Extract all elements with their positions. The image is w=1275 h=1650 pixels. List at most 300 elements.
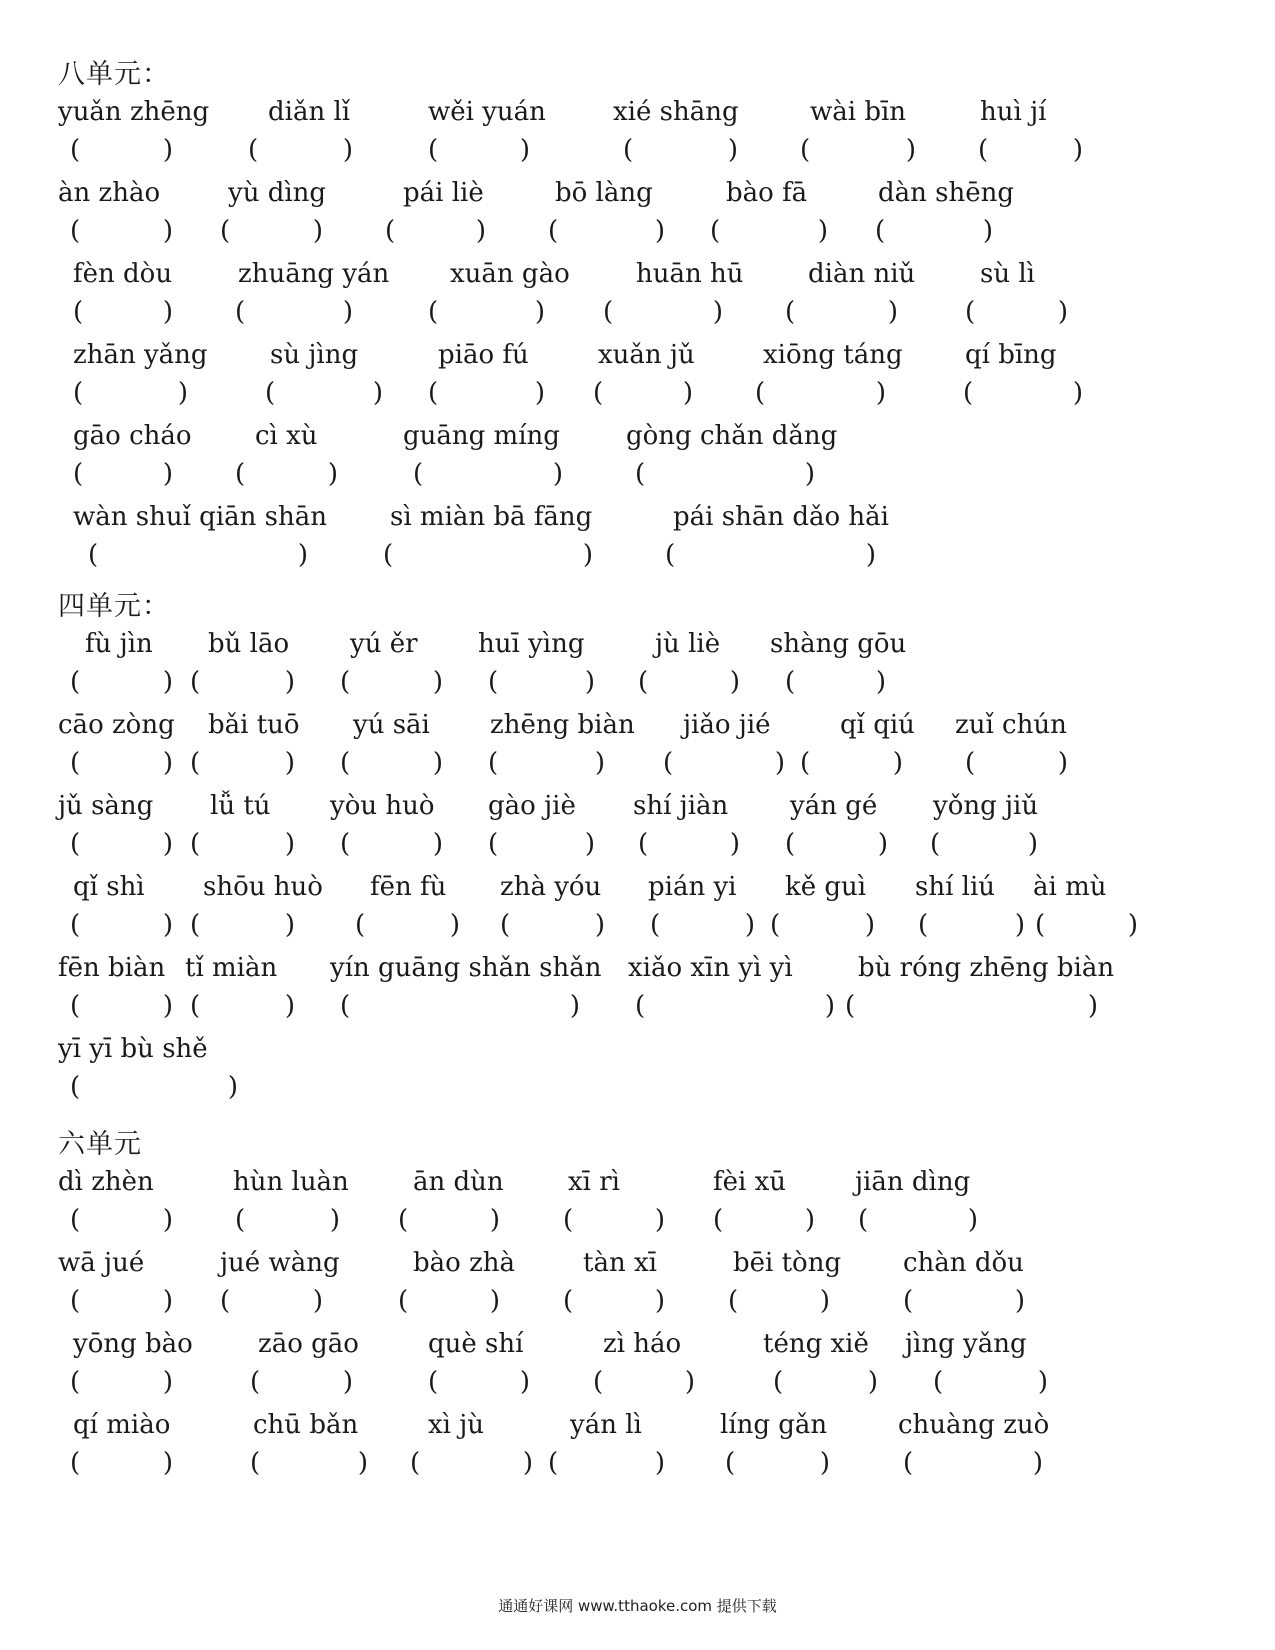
close-paren: ) (727, 135, 738, 165)
open-paren: ( (858, 1205, 869, 1235)
pinyin-text: sì miàn bā fāng (390, 502, 593, 532)
pinyin-text: wài bīn (810, 97, 907, 127)
close-paren: ) (162, 135, 173, 165)
close-paren: ) (432, 667, 443, 697)
answer-blank[interactable] (965, 295, 1068, 329)
pinyin-text: gāo cháo (73, 421, 192, 451)
pinyin-text: yōng bào (73, 1329, 193, 1359)
pinyin-text: qǐ qiú (840, 710, 915, 740)
pinyin-row (58, 708, 1248, 789)
open-paren: ( (650, 910, 661, 940)
pinyin-text: hùn luàn (233, 1167, 349, 1197)
pinyin-text: bēi tòng (733, 1248, 842, 1278)
pinyin-text: chuàng zuò (898, 1410, 1050, 1440)
open-paren: ( (428, 135, 439, 165)
pinyin-text: fēn biàn (58, 953, 166, 983)
close-paren: ) (774, 748, 785, 778)
close-paren: ) (729, 829, 740, 859)
close-paren: ) (449, 910, 460, 940)
close-paren: ) (475, 216, 486, 246)
pinyin-text: wěi yuán (428, 97, 546, 127)
close-paren: ) (534, 297, 545, 327)
open-paren: ( (965, 297, 976, 327)
open-paren: ( (593, 378, 604, 408)
open-paren: ( (190, 910, 201, 940)
open-paren: ( (340, 991, 351, 1021)
open-paren: ( (398, 1286, 409, 1316)
close-paren: ) (284, 991, 295, 1021)
close-paren: ) (654, 1205, 665, 1235)
close-paren: ) (312, 1286, 323, 1316)
open-paren: ( (340, 748, 351, 778)
close-paren: ) (712, 297, 723, 327)
close-paren: ) (522, 1448, 533, 1478)
pinyin-text: huān hū (636, 259, 744, 289)
close-paren: ) (654, 1286, 665, 1316)
pinyin-text: cì xù (255, 421, 318, 451)
footer-credit: 通通好课网 www.tthaoke.com 提供下载 (498, 1597, 777, 1615)
open-paren: ( (713, 1205, 724, 1235)
open-paren: ( (785, 297, 796, 327)
close-paren: ) (342, 1367, 353, 1397)
unit-8-section (58, 55, 1248, 581)
open-paren: ( (385, 216, 396, 246)
close-paren: ) (162, 748, 173, 778)
pinyin-row (58, 500, 1248, 581)
close-paren: ) (342, 135, 353, 165)
open-paren: ( (70, 1286, 81, 1316)
open-paren: ( (70, 991, 81, 1021)
open-paren: ( (398, 1205, 409, 1235)
answer-blank[interactable] (978, 133, 1083, 167)
pinyin-item (58, 708, 1248, 789)
close-paren: ) (327, 459, 338, 489)
open-paren: ( (635, 459, 646, 489)
open-paren: ( (340, 667, 351, 697)
pinyin-text: shōu huò (203, 872, 323, 902)
close-paren: ) (357, 1448, 368, 1478)
open-paren: ( (638, 829, 649, 859)
pinyin-text: zuǐ chún (955, 710, 1067, 740)
open-paren: ( (875, 216, 886, 246)
close-paren: ) (534, 378, 545, 408)
pinyin-text: yú ěr (350, 629, 418, 659)
pinyin-text: fù jìn (85, 629, 153, 659)
pinyin-text: jǔ sàng (58, 791, 154, 821)
close-paren: ) (552, 459, 563, 489)
close-paren: ) (1072, 378, 1083, 408)
pinyin-text: zhuāng yán (238, 259, 390, 289)
pinyin-text: bō làng (555, 178, 653, 208)
pinyin-item (58, 789, 1248, 870)
pinyin-item (58, 1165, 1248, 1246)
close-paren: ) (982, 216, 993, 246)
answer-blank[interactable] (875, 214, 993, 248)
pinyin-text: qǐ shì (73, 872, 145, 902)
open-paren: ( (70, 135, 81, 165)
close-paren: ) (594, 748, 605, 778)
close-paren: ) (519, 1367, 530, 1397)
pinyin-text: fèi xū (713, 1167, 786, 1197)
open-paren: ( (355, 910, 366, 940)
open-paren: ( (220, 216, 231, 246)
pinyin-row (58, 1165, 1248, 1246)
open-paren: ( (710, 216, 721, 246)
pinyin-text: zāo gāo (258, 1329, 359, 1359)
pinyin-text: bù róng zhēng biàn (858, 953, 1115, 983)
open-paren: ( (340, 829, 351, 859)
answer-blank[interactable] (903, 1446, 1043, 1480)
close-paren: ) (227, 1072, 238, 1102)
open-paren: ( (548, 1448, 559, 1478)
close-paren: ) (162, 991, 173, 1021)
pinyin-row (58, 870, 1248, 951)
open-paren: ( (845, 991, 856, 1021)
close-paren: ) (905, 135, 916, 165)
pinyin-text: jiān dìng (855, 1167, 971, 1197)
close-paren: ) (1072, 135, 1083, 165)
open-paren: ( (235, 459, 246, 489)
close-paren: ) (1037, 1367, 1048, 1397)
pinyin-text: yǒng jiǔ (933, 791, 1039, 821)
pinyin-text: què shí (428, 1329, 524, 1359)
open-paren: ( (800, 135, 811, 165)
close-paren: ) (1014, 910, 1025, 940)
pinyin-text: xuān gào (450, 259, 570, 289)
pinyin-row (58, 176, 1248, 257)
close-paren: ) (162, 459, 173, 489)
pinyin-text: bǔ lāo (208, 629, 290, 659)
open-paren: ( (250, 1367, 261, 1397)
pinyin-row (58, 789, 1248, 870)
open-paren: ( (70, 748, 81, 778)
pinyin-text: ài mù (1033, 872, 1107, 902)
pinyin-text: dì zhèn (58, 1167, 154, 1197)
pinyin-text: wàn shuǐ qiān shān (73, 502, 327, 532)
close-paren: ) (819, 1286, 830, 1316)
pinyin-text: zhà yóu (500, 872, 602, 902)
close-paren: ) (684, 1367, 695, 1397)
pinyin-text: xì jù (428, 1410, 485, 1440)
pinyin-text: bào fā (726, 178, 808, 208)
pinyin-item (58, 627, 1248, 708)
open-paren: ( (963, 378, 974, 408)
unit-6-section (58, 1125, 1248, 1489)
pinyin-text: àn zhào (58, 178, 161, 208)
pinyin-text: shí jiàn (633, 791, 729, 821)
close-paren: ) (342, 297, 353, 327)
answer-blank[interactable] (963, 376, 1083, 410)
open-paren: ( (88, 540, 99, 570)
section-title: 六单元 (58, 1129, 142, 1160)
close-paren: ) (864, 910, 875, 940)
pinyin-text: yín guāng shǎn shǎn (330, 953, 602, 983)
open-paren: ( (978, 135, 989, 165)
pinyin-text: diǎn lǐ (268, 97, 351, 127)
close-paren: ) (432, 829, 443, 859)
pinyin-text: yuǎn zhēng (58, 97, 210, 127)
close-paren: ) (865, 540, 876, 570)
pinyin-row (58, 951, 1248, 1032)
close-paren: ) (967, 1205, 978, 1235)
close-paren: ) (162, 667, 173, 697)
close-paren: ) (489, 1286, 500, 1316)
pinyin-text: shí liú (915, 872, 996, 902)
open-paren: ( (265, 378, 276, 408)
open-paren: ( (248, 135, 259, 165)
pinyin-text: sù jìng (270, 340, 359, 370)
answer-blank[interactable] (635, 457, 815, 491)
close-paren: ) (877, 829, 888, 859)
close-paren: ) (584, 829, 595, 859)
open-paren: ( (755, 378, 766, 408)
pinyin-text: xiōng táng (763, 340, 903, 370)
close-paren: ) (867, 1367, 878, 1397)
pinyin-row (58, 338, 1248, 419)
open-paren: ( (383, 540, 394, 570)
pinyin-item (58, 951, 1248, 1032)
answer-blank[interactable] (933, 1365, 1048, 1399)
pinyin-text: sù lì (980, 259, 1035, 289)
close-paren: ) (654, 216, 665, 246)
close-paren: ) (1127, 910, 1138, 940)
open-paren: ( (785, 829, 796, 859)
close-paren: ) (162, 1367, 173, 1397)
close-paren: ) (162, 1286, 173, 1316)
close-paren: ) (519, 135, 530, 165)
close-paren: ) (875, 667, 886, 697)
open-paren: ( (70, 216, 81, 246)
pinyin-row (58, 95, 1248, 176)
open-paren: ( (70, 829, 81, 859)
open-paren: ( (918, 910, 929, 940)
pinyin-text: zhēng biàn (490, 710, 635, 740)
close-paren: ) (582, 540, 593, 570)
pinyin-text: cāo zòng (58, 710, 175, 740)
open-paren: ( (73, 459, 84, 489)
pinyin-item (58, 500, 1248, 581)
close-paren: ) (682, 378, 693, 408)
close-paren: ) (489, 1205, 500, 1235)
pinyin-text: xié shāng (613, 97, 739, 127)
pinyin-row (58, 1032, 1248, 1113)
pinyin-text: diàn niǔ (808, 259, 916, 289)
pinyin-text: zì háo (603, 1329, 682, 1359)
pinyin-text: gào jiè (488, 791, 576, 821)
close-paren: ) (654, 1448, 665, 1478)
open-paren: ( (220, 1286, 231, 1316)
pinyin-item (58, 176, 1248, 257)
answer-blank[interactable] (845, 989, 1098, 1023)
pinyin-text: jù liè (655, 629, 721, 659)
open-paren: ( (933, 1367, 944, 1397)
close-paren: ) (162, 829, 173, 859)
pinyin-text: pái shān dǎo hǎi (673, 502, 889, 532)
pinyin-text: jué wàng (220, 1248, 340, 1278)
close-paren: ) (162, 216, 173, 246)
open-paren: ( (235, 297, 246, 327)
pinyin-text: yú sāi (353, 710, 430, 740)
pinyin-text: xiǎo xīn yì yì (628, 953, 793, 983)
pinyin-text: zhān yǎng (73, 340, 208, 370)
close-paren: ) (744, 910, 755, 940)
open-paren: ( (250, 1448, 261, 1478)
pinyin-text: fèn dòu (73, 259, 173, 289)
pinyin-item (58, 1408, 1248, 1489)
open-paren: ( (665, 540, 676, 570)
pinyin-row (58, 1246, 1248, 1327)
answer-blank[interactable] (665, 538, 876, 572)
close-paren: ) (1057, 748, 1068, 778)
answer-blank[interactable] (785, 665, 886, 699)
section-title: 四单元： (58, 591, 170, 622)
close-paren: ) (729, 667, 740, 697)
pinyin-text: lǚ tú (210, 791, 271, 821)
open-paren: ( (623, 135, 634, 165)
answer-blank[interactable] (70, 1070, 238, 1104)
pinyin-text: tǐ miàn (185, 953, 278, 983)
pinyin-item (58, 338, 1248, 419)
close-paren: ) (804, 1205, 815, 1235)
pinyin-item (58, 257, 1248, 338)
open-paren: ( (635, 991, 646, 1021)
close-paren: ) (804, 459, 815, 489)
open-paren: ( (70, 1448, 81, 1478)
open-paren: ( (930, 829, 941, 859)
pinyin-text: qí miào (73, 1410, 171, 1440)
open-paren: ( (410, 1448, 421, 1478)
pinyin-text: téng xiě (763, 1329, 869, 1359)
open-paren: ( (428, 1367, 439, 1397)
pinyin-text: bào zhà (413, 1248, 516, 1278)
close-paren: ) (284, 829, 295, 859)
pinyin-text: gòng chǎn dǎng (626, 421, 838, 451)
open-paren: ( (428, 378, 439, 408)
pinyin-item (58, 95, 1248, 176)
open-paren: ( (563, 1286, 574, 1316)
open-paren: ( (488, 829, 499, 859)
open-paren: ( (70, 667, 81, 697)
close-paren: ) (177, 378, 188, 408)
close-paren: ) (817, 216, 828, 246)
pinyin-text: chū bǎn (253, 1410, 359, 1440)
open-paren: ( (603, 297, 614, 327)
close-paren: ) (162, 910, 173, 940)
pinyin-text: jìng yǎng (905, 1329, 1027, 1359)
open-paren: ( (548, 216, 559, 246)
section-title: 八单元： (58, 59, 170, 90)
pinyin-item (58, 870, 1248, 951)
open-paren: ( (488, 667, 499, 697)
close-paren: ) (284, 910, 295, 940)
open-paren: ( (190, 667, 201, 697)
pinyin-row (58, 1327, 1248, 1408)
close-paren: ) (372, 378, 383, 408)
pinyin-text: jiǎo jié (683, 710, 771, 740)
pinyin-text: xuǎn jǔ (598, 340, 695, 370)
pinyin-text: kě guì (785, 872, 867, 902)
open-paren: ( (638, 667, 649, 697)
open-paren: ( (785, 667, 796, 697)
pinyin-text: pián yi (648, 872, 737, 902)
answer-blank[interactable] (858, 1203, 978, 1237)
close-paren: ) (297, 540, 308, 570)
open-paren: ( (488, 748, 499, 778)
pinyin-text: guāng míng (403, 421, 560, 451)
open-paren: ( (800, 748, 811, 778)
open-paren: ( (70, 1072, 81, 1102)
answer-blank[interactable] (965, 746, 1068, 780)
open-paren: ( (73, 297, 84, 327)
pinyin-text: huì jí (980, 97, 1047, 127)
answer-blank[interactable] (930, 827, 1038, 861)
pinyin-text: shàng gōu (770, 629, 907, 659)
pinyin-text: yán lì (570, 1410, 642, 1440)
pinyin-item (58, 1327, 1248, 1408)
open-paren: ( (500, 910, 511, 940)
pinyin-text: líng gǎn (720, 1410, 828, 1440)
open-paren: ( (70, 1367, 81, 1397)
open-paren: ( (593, 1367, 604, 1397)
pinyin-text: tàn xī (583, 1248, 657, 1278)
pinyin-text: bǎi tuō (208, 710, 300, 740)
open-paren: ( (70, 1205, 81, 1235)
pinyin-text: ān dùn (413, 1167, 504, 1197)
close-paren: ) (1087, 991, 1098, 1021)
answer-blank[interactable] (903, 1284, 1025, 1318)
pinyin-row (58, 257, 1248, 338)
close-paren: ) (432, 748, 443, 778)
open-paren: ( (190, 829, 201, 859)
open-paren: ( (235, 1205, 246, 1235)
close-paren: ) (329, 1205, 340, 1235)
close-paren: ) (887, 297, 898, 327)
open-paren: ( (70, 910, 81, 940)
answer-blank[interactable] (1035, 908, 1138, 942)
pinyin-text: piāo fú (438, 340, 529, 370)
pinyin-item (58, 1032, 1248, 1113)
close-paren: ) (892, 748, 903, 778)
pinyin-text: yī yī bù shě (58, 1034, 208, 1064)
open-paren: ( (190, 991, 201, 1021)
open-paren: ( (663, 748, 674, 778)
close-paren: ) (284, 667, 295, 697)
pinyin-text: xī rì (568, 1167, 620, 1197)
close-paren: ) (1027, 829, 1038, 859)
pinyin-row (58, 1408, 1248, 1489)
close-paren: ) (819, 1448, 830, 1478)
close-paren: ) (162, 1205, 173, 1235)
close-paren: ) (1014, 1286, 1025, 1316)
close-paren: ) (594, 910, 605, 940)
open-paren: ( (73, 378, 84, 408)
open-paren: ( (190, 748, 201, 778)
unit-4-section (58, 587, 1248, 1113)
pinyin-text: pái liè (403, 178, 484, 208)
pinyin-text: dàn shēng (878, 178, 1015, 208)
open-paren: ( (428, 297, 439, 327)
close-paren: ) (875, 378, 886, 408)
open-paren: ( (903, 1286, 914, 1316)
open-paren: ( (563, 1205, 574, 1235)
close-paren: ) (162, 1448, 173, 1478)
pinyin-text: yù dìng (228, 178, 327, 208)
close-paren: ) (1057, 297, 1068, 327)
open-paren: ( (773, 1367, 784, 1397)
open-paren: ( (903, 1448, 914, 1478)
close-paren: ) (584, 667, 595, 697)
open-paren: ( (965, 748, 976, 778)
